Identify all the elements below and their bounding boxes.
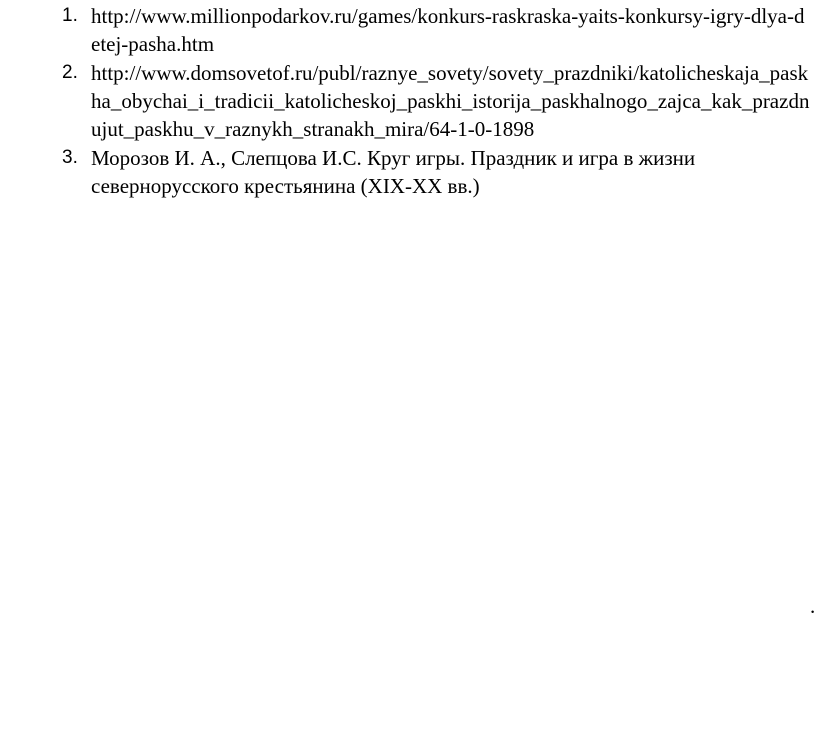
trailing-period: . (810, 594, 816, 618)
reference-item-2 (0, 59, 811, 143)
reference-citation-text: Морозов И. А., Слепцова И.С. Круг игры. Праздник и игра в жизни севернорусского крестьянина (XIX-XX вв.) (91, 146, 696, 198)
reference-item-1 (0, 2, 811, 58)
reference-list (0, 2, 816, 201)
reference-number: 2. (62, 62, 78, 83)
reference-link-text: http://www.domsovetof.ru/publ/raznye_sovety/sovety_prazdniki/katolicheskaja_paskha_obychai_i_tradicii_katolicheskoj_paskhi_istorija_paskhalnogo_zajca_kak_prazdnujut_paskhu_v_raznykh_stranakh_mira/64-1-0-1898 (91, 61, 810, 141)
reference-number: 1. (62, 5, 78, 26)
reference-item-3 (0, 144, 811, 200)
reference-link-text: http://www.millionpodarkov.ru/games/konkurs-raskraska-yaits-konkursy-igry-dlya-detej-pasha.htm (91, 4, 805, 56)
reference-number: 3. (62, 147, 78, 168)
